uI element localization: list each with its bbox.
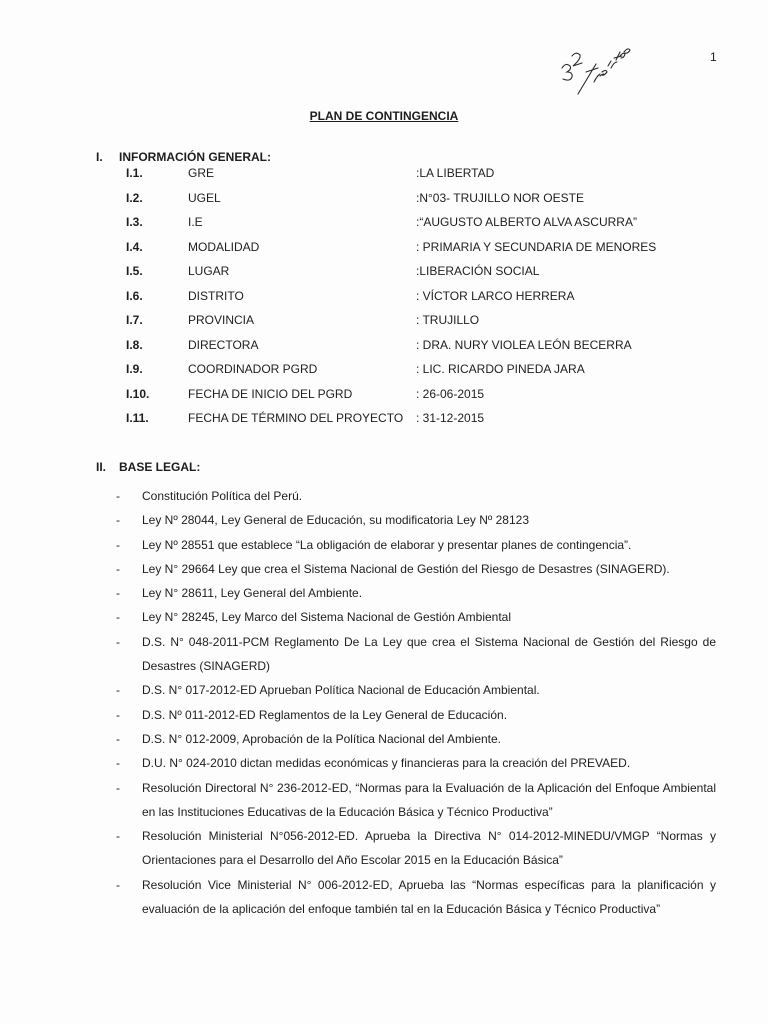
info-label: PROVINCIA [188,313,255,327]
list-item-text: Ley N° 28611, Ley General del Ambiente. [142,586,363,601]
list-item [116,630,716,679]
info-row-coordinador [126,362,726,387]
list-dash: - [116,489,120,503]
list-item-text: Resolución Vice Ministerial N° 006-2012-ED, Aprueba las “Normas específicas para la planificación y evaluación de la aplicación del enfoque también tal en la Educación Básica y Técnico Productiva” [142,877,716,917]
info-code: I.1. [126,166,143,180]
list-dash: - [116,513,120,528]
info-label: DISTRITO [188,288,244,303]
info-value: : VÍCTOR LARCO HERRERA [416,288,575,303]
info-value: : PRIMARIA Y SECUNDARIA DE MENORES [416,239,657,254]
handwritten-annotation [556,42,636,102]
list-dash: - [116,610,120,625]
legal-basis-list [116,484,716,921]
list-item [116,678,716,702]
list-item [116,873,716,922]
info-code: I.6. [126,288,143,303]
info-value: :LA LIBERTAD [416,166,495,180]
info-code: I.3. [126,215,143,229]
list-item [116,727,716,751]
section-2-number: II. [96,460,107,474]
list-item [116,484,716,508]
info-label: FECHA DE TÉRMINO DEL PROYECTO [188,411,404,425]
document-title: PLAN DE CONTINGENCIA [309,109,459,123]
info-code: I.2. [126,190,143,205]
list-dash: - [116,634,120,649]
list-item-text: Ley N° 29664 Ley que crea el Sistema Nacional de Gestión del Riesgo de Desastres (SINAGERD). [142,561,670,576]
info-value: : 31-12-2015 [416,411,485,425]
list-item [116,557,716,581]
list-dash: - [116,586,120,601]
list-item [116,605,716,629]
info-label: I.E [188,215,203,229]
section-1-title: INFORMACIÓN GENERAL: [119,150,271,164]
info-label: FECHA DE INICIO DEL PGRD [188,386,353,401]
list-dash: - [116,537,120,552]
info-row-gre [126,166,726,191]
list-item-text: D.S. Nº 011-2012-ED Reglamentos de la Ley General de Educación. [142,707,508,722]
info-value: : DRA. NURY VIOLEA LEÓN BECERRA [416,337,632,352]
info-row-fecha-inicio [126,387,726,412]
info-code: I.11. [126,411,149,425]
list-item [116,508,716,532]
list-item-text: Constitución Política del Perú. [142,489,303,503]
list-dash: - [116,561,120,576]
info-row-ugel [126,191,726,216]
list-item-text: D.S. N° 017-2012-ED Aprueban Política Nacional de Educación Ambiental. [142,683,540,698]
list-dash: - [116,756,120,771]
info-value: : TRUJILLO [416,313,480,327]
list-item [116,776,716,825]
list-item [116,751,716,775]
list-item-text: Resolución Ministerial N°056-2012-ED. Aprueba la Directiva N° 014-2012-MINEDU/VMGP “Normas y Orientaciones para el Desarrollo del Año Escolar 2015 en la Educación Básica” [142,829,716,868]
list-item [116,824,716,873]
list-item-text: D.S. N° 048-2011-PCM Reglamento De La Ley que crea el Sistema Nacional de Gestión del Riesgo de Desastres (SINAGERD) [142,634,716,674]
info-code: I.7. [126,313,143,327]
list-item-text: Resolución Directoral N° 236-2012-ED, “Normas para la Evaluación de la Aplicación del Enfoque Ambiental en las Instituciones Educativas de la Educación Básica y Técnico Productiva” [142,780,716,819]
info-row-distrito [126,289,726,314]
info-value: :N°03- TRUJILLO NOR OESTE [416,190,584,205]
section-2-title: BASE LEGAL: [119,460,201,474]
list-dash: - [116,707,120,722]
info-label: LUGAR [188,264,230,278]
list-item-text: Ley Nº 28551 que establece “La obligación de elaborar y presentar planes de contingencia”. [142,537,632,552]
list-dash: - [116,877,120,892]
info-label: COORDINADOR PGRD [188,362,318,376]
info-value: :LIBERACIÓN SOCIAL [416,264,540,278]
info-code: I.4. [126,239,143,254]
info-code: I.9. [126,362,143,376]
section-1-number: I. [96,150,103,164]
list-dash: - [116,731,120,746]
info-row-directora [126,338,726,363]
list-item [116,581,716,605]
info-row-fecha-termino [126,411,726,436]
list-dash: - [116,683,120,698]
page-number: 1 [710,50,717,64]
info-code: I.8. [126,337,143,352]
info-label: MODALIDAD [188,239,260,254]
list-item [116,533,716,557]
list-item-text: D.S. N° 012-2009, Aprobación de la Política Nacional del Ambiente. [142,731,502,746]
info-label: GRE [188,166,215,180]
list-item [116,703,716,727]
info-label: UGEL [188,190,221,205]
list-dash: - [116,829,120,844]
info-code: I.10. [126,386,150,401]
info-label: DIRECTORA [188,337,259,352]
info-value: : 26-06-2015 [416,386,485,401]
general-info-table [126,166,726,436]
list-item-text: Ley Nº 28044, Ley General de Educación, su modificatoria Ley Nº 28123 [142,513,529,528]
info-value: :“AUGUSTO ALBERTO ALVA ASCURRA” [416,215,637,229]
list-item-text: D.U. N° 024-2010 dictan medidas económicas y financieras para la creación del PREVAED. [142,756,631,771]
info-row-lugar [126,264,726,289]
info-value: : LIC. RICARDO PINEDA JARA [416,362,585,376]
list-item-text: Ley N° 28245, Ley Marco del Sistema Nacional de Gestión Ambiental [142,610,511,625]
info-code: I.5. [126,264,143,278]
info-row-modalidad [126,240,726,265]
list-dash: - [116,780,120,795]
info-row-ie [126,215,726,240]
info-row-provincia [126,313,726,338]
